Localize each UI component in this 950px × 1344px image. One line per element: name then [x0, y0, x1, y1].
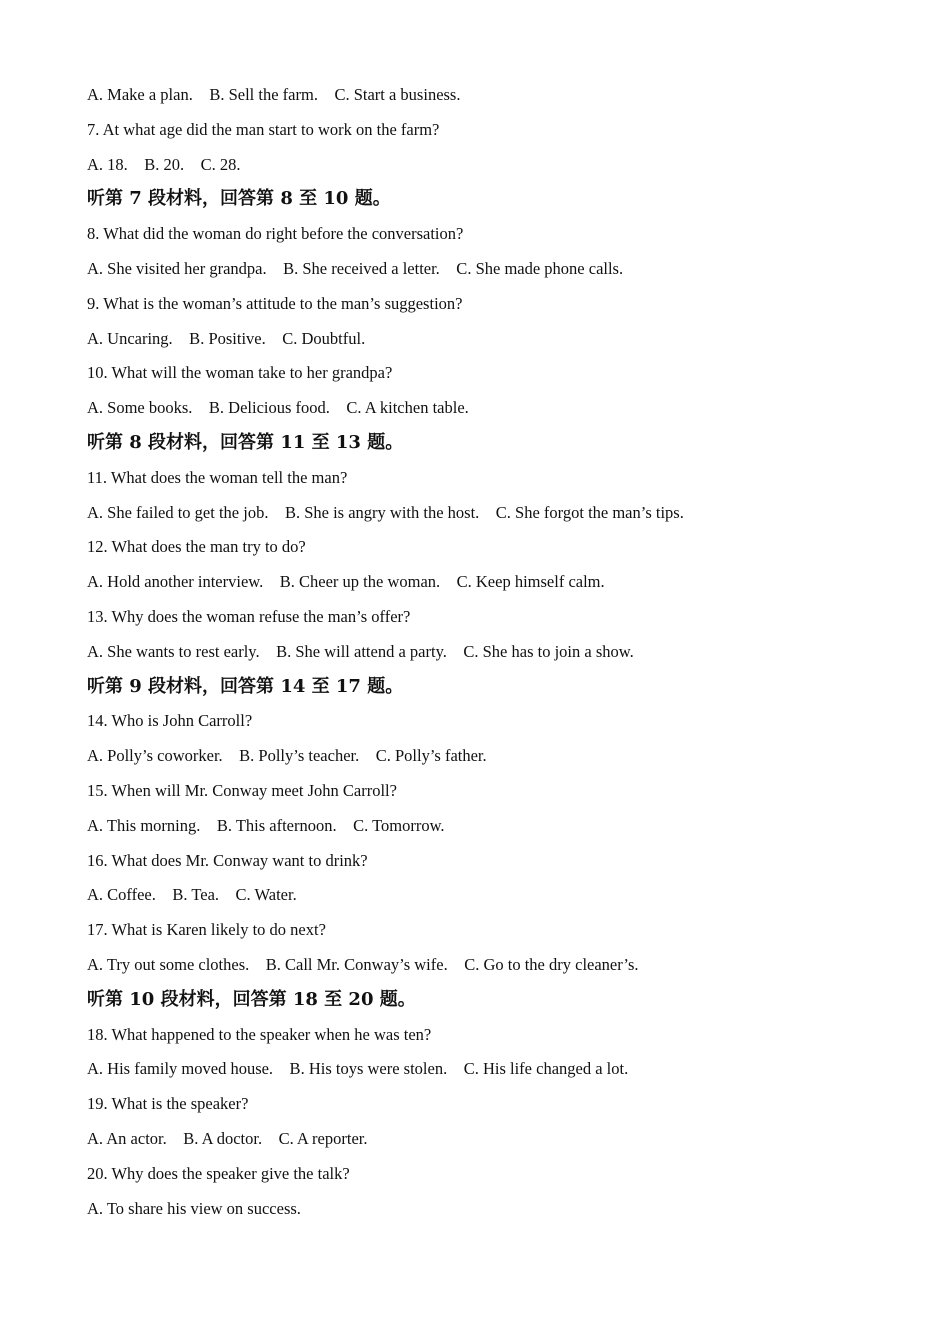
question-19: 19. What is the speaker?	[87, 1094, 249, 1114]
exam-page	[87, 78, 887, 1226]
question-17: 17. What is Karen likely to do next?	[87, 920, 326, 940]
answer-options: A. Some books. B. Delicious food. C. A kitchen table.	[87, 398, 469, 418]
question-9: 9. What is the woman’s attitude to the man’s suggestion?	[87, 293, 463, 313]
question-15: 15. When will Mr. Conway meet John Carroll?	[87, 780, 397, 800]
answer-options: A. Polly’s coworker. B. Polly’s teacher. C. Polly’s father.	[87, 746, 487, 766]
answer-options: A. Make a plan. B. Sell the farm. C. Start a business.	[87, 85, 461, 104]
question-16: 16. What does Mr. Conway want to drink?	[87, 850, 368, 870]
question-13: 13. Why does the woman refuse the man’s offer?	[87, 606, 411, 626]
question-11: 11. What does the woman tell the man?	[87, 467, 348, 487]
question-20: 20. Why does the speaker give the talk?	[87, 1163, 350, 1183]
answer-options: A. An actor. B. A doctor. C. A reporter.	[87, 1128, 368, 1148]
question-12: 12. What does the man try to do?	[87, 537, 306, 557]
answer-options: A. She failed to get the job. B. She is angry with the host. C. She forgot the man’s tips.	[87, 502, 684, 522]
question-10: 10. What will the woman take to her grandpa?	[87, 363, 393, 383]
answer-options: A. Hold another interview. B. Cheer up the woman. C. Keep himself calm.	[87, 572, 605, 592]
answer-options: A. 18. B. 20. C. 28.	[87, 154, 241, 174]
section-heading-9: 听第 9 段材料，回答第 14 至 17 题。	[87, 675, 404, 697]
answer-options: A. His family moved house. B. His toys were stolen. C. His life changed a lot.	[87, 1059, 629, 1079]
answer-options: A. She wants to rest early. B. She will attend a party. C. She has to join a show.	[87, 641, 634, 661]
answer-options: A. Uncaring. B. Positive. C. Doubtful.	[87, 328, 366, 348]
section-heading-10: 听第 10 段材料，回答第 18 至 20 题。	[87, 988, 416, 1010]
question-7: 7. At what age did the man start to work on the farm?	[87, 119, 440, 139]
section-heading-7: 听第 7 段材料，回答第 8 至 10 题。	[87, 188, 391, 210]
answer-options: A. To share his view on success.	[87, 1198, 301, 1218]
section-heading-8: 听第 8 段材料，回答第 11 至 13 题。	[87, 431, 404, 453]
question-8: 8. What did the woman do right before the conversation?	[87, 224, 464, 244]
answer-options: A. This morning. B. This afternoon. C. Tomorrow.	[87, 815, 445, 835]
answer-options: A. Coffee. B. Tea. C. Water.	[87, 885, 297, 905]
question-14: 14. Who is John Carroll?	[87, 711, 253, 731]
answer-options: A. She visited her grandpa. B. She received a letter. C. She made phone calls.	[87, 258, 624, 278]
question-18: 18. What happened to the speaker when he was ten?	[87, 1024, 432, 1044]
answer-options: A. Try out some clothes. B. Call Mr. Conway’s wife. C. Go to the dry cleaner’s.	[87, 954, 639, 974]
